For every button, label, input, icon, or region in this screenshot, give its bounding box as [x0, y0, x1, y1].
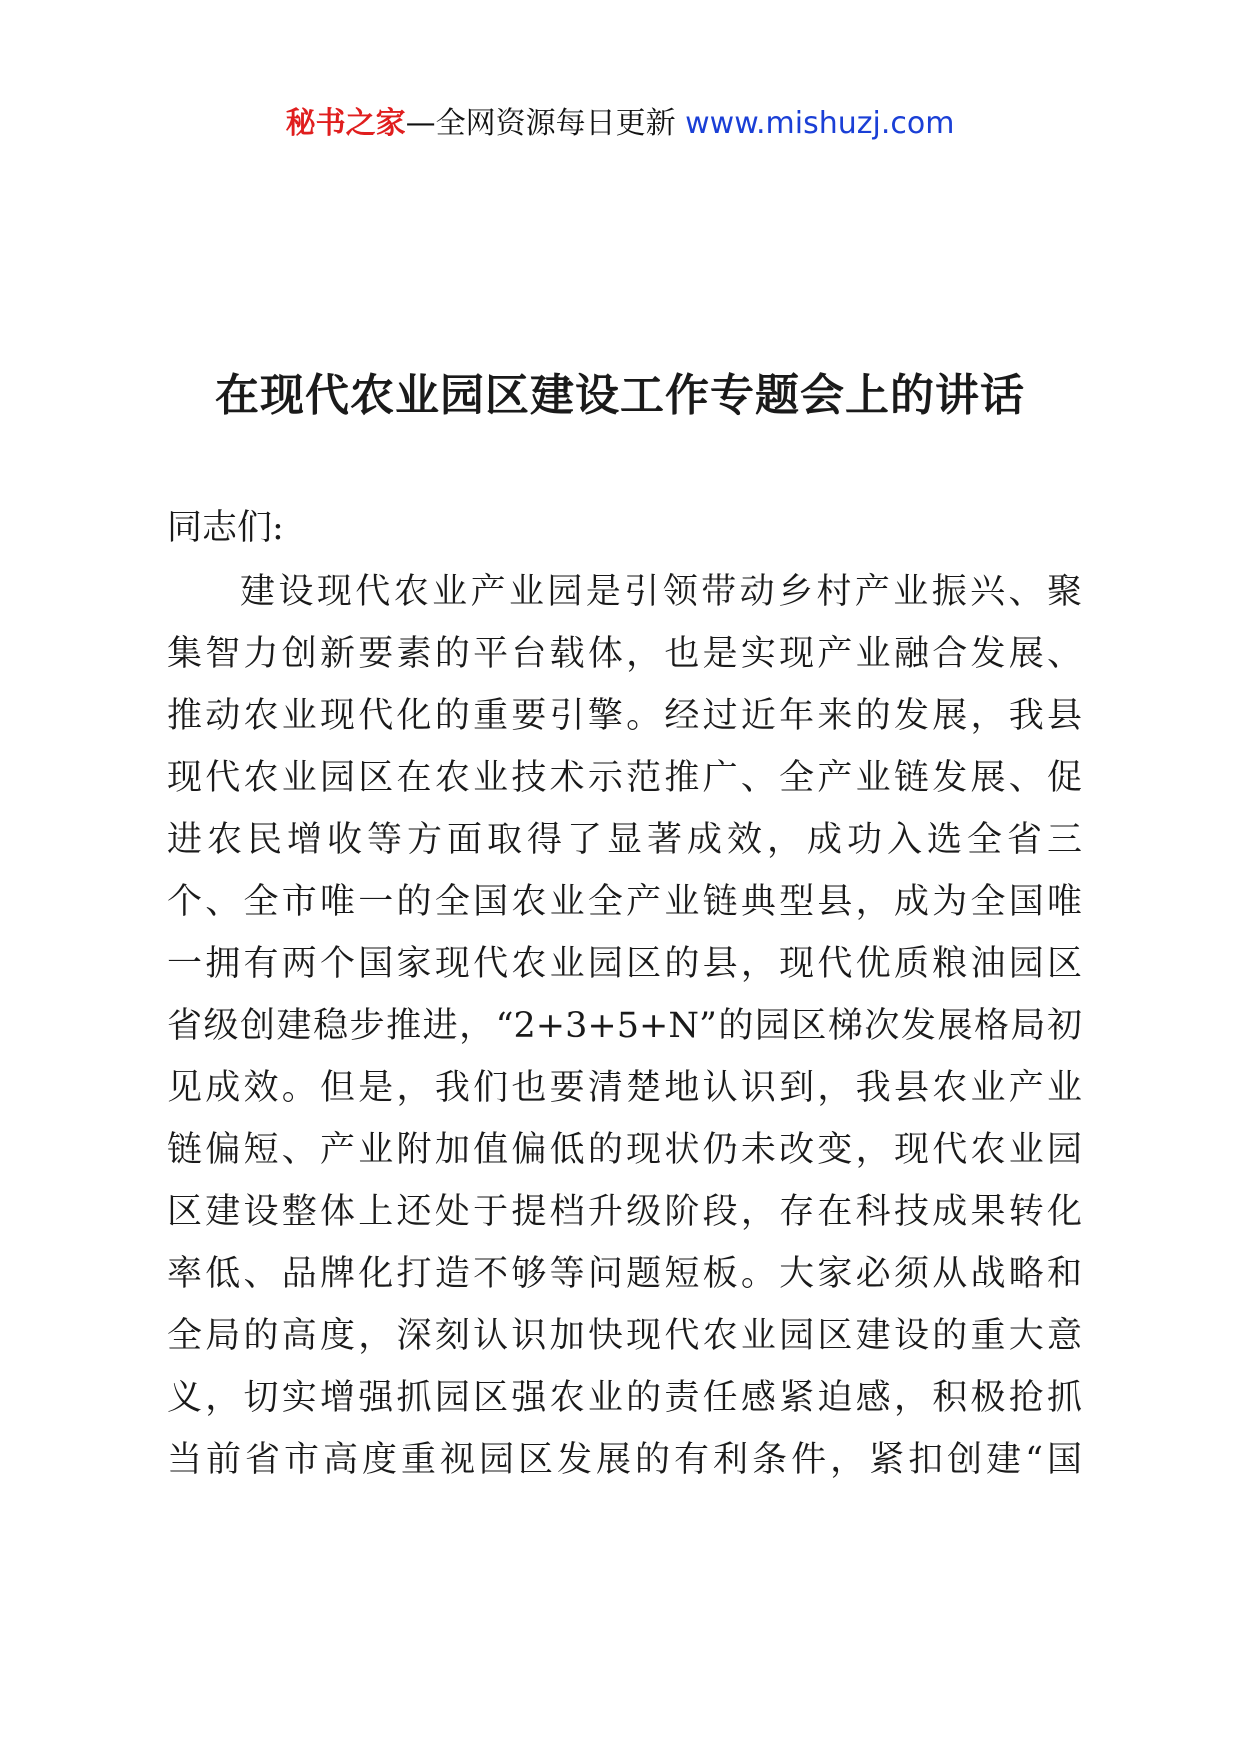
body-line: 建设现代农业产业园是引领带动乡村产业振兴、聚	[240, 572, 1082, 612]
body-line: 一拥有两个国家现代农业园区的县，现代优质粮油园区	[167, 944, 1082, 984]
body-line: 个、全市唯一的全国农业全产业链典型县，成为全国唯	[167, 882, 1082, 922]
body-line: 区建设整体上还处于提档升级阶段，存在科技成果转化	[167, 1192, 1082, 1232]
salutation: 同志们:	[167, 508, 284, 548]
site-tagline: —全网资源每日更新	[405, 106, 686, 141]
body-line: 全局的高度，深刻认识加快现代农业园区建设的重大意	[167, 1316, 1082, 1356]
document-title: 在现代农业园区建设工作专题会上的讲话	[215, 370, 1025, 421]
body-line: 现代农业园区在农业技术示范推广、全产业链发展、促	[167, 758, 1082, 798]
site-header	[0, 104, 1240, 144]
site-url-link[interactable]: www.mishuzj.com	[685, 106, 955, 141]
body-line: 推动农业现代化的重要引擎。经过近年来的发展，我县	[167, 696, 1082, 736]
body-line: 集智力创新要素的平台载体，也是实现产业融合发展、	[167, 634, 1082, 674]
body-line: 省级创建稳步推进，“2+3+5+N”的园区梯次发展格局初	[167, 1006, 1082, 1046]
body-line: 链偏短、产业附加值偏低的现状仍未改变，现代农业园	[167, 1130, 1082, 1170]
body-line: 率低、品牌化打造不够等问题短板。大家必须从战略和	[167, 1254, 1082, 1294]
body-line: 见成效。但是，我们也要清楚地认识到，我县农业产业	[167, 1068, 1082, 1108]
site-brand: 秘书之家	[285, 106, 406, 141]
document-body	[167, 561, 1082, 1491]
body-line: 进农民增收等方面取得了显著成效，成功入选全省三	[167, 820, 1082, 860]
body-line: 当前省市高度重视园区发展的有利条件，紧扣创建“国	[167, 1440, 1082, 1480]
body-line: 义，切实增强抓园区强农业的责任感紧迫感，积极抢抓	[167, 1378, 1082, 1418]
